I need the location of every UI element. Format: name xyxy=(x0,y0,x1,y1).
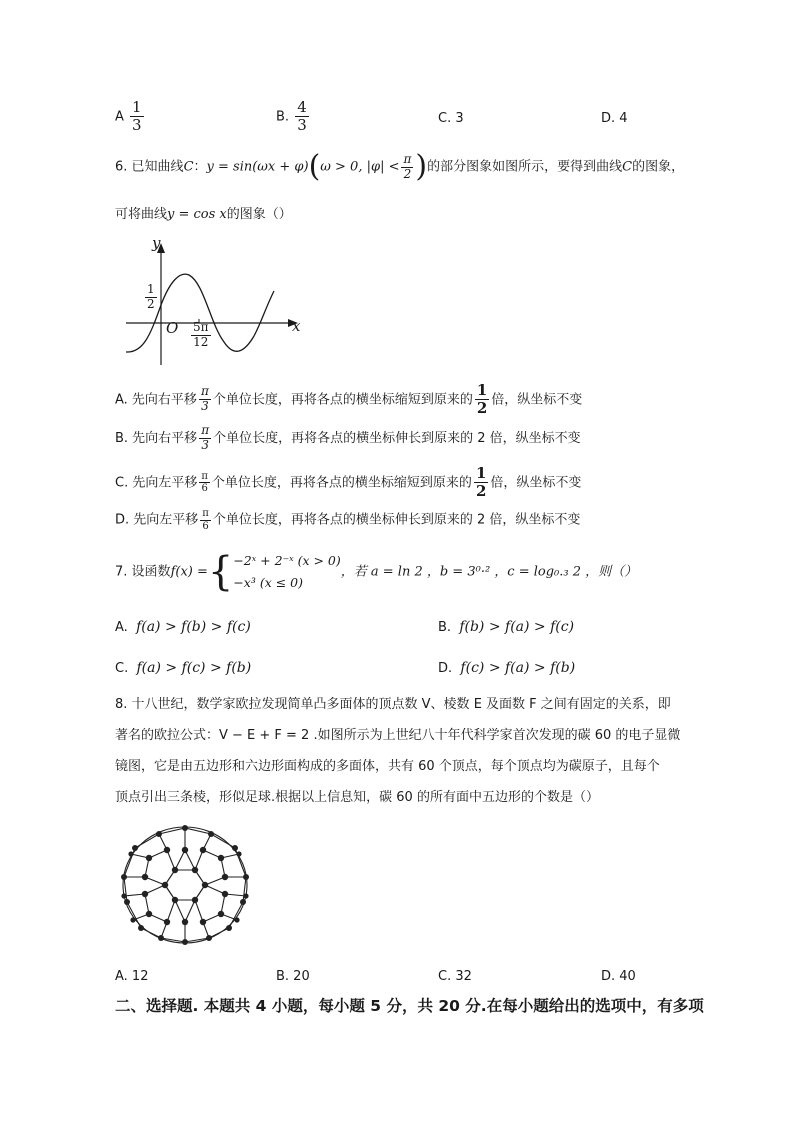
section-2-heading: 二、选择题. 本题共 4 小题，每小题 5 分，共 20 分.在每小题给出的选项中，有多项 xyxy=(115,997,704,1015)
q7-stem: 7. 设函数f(x) ={ −2ˣ + 2⁻ˣ (x > 0) −x³ (x ≤ 0) ，若 a = ln 2 ，b = 3⁰·² ，c = log₀.₃ 2 ，则（） xyxy=(115,549,638,595)
atom xyxy=(192,897,198,903)
graph-x-tick-label: $\frac{5\pi}{12}$ xyxy=(193,320,209,349)
atom xyxy=(164,919,170,925)
q6-stem-line2: 可将曲线y = cos x的图象（） xyxy=(115,207,292,222)
q8-stem-line4: 顶点引出三条棱，形似足球.根据以上信息知，碳 60 的所有面中五边形的个数是（） xyxy=(115,790,599,805)
q7-option-d: D. f(c) > f(a) > f(b) xyxy=(438,660,576,676)
q5-option-d: D. 4 xyxy=(601,111,628,126)
atom xyxy=(132,845,138,851)
atom xyxy=(130,917,135,922)
central-hexagon xyxy=(165,870,205,900)
atom xyxy=(121,874,127,880)
atom xyxy=(218,911,224,917)
atom xyxy=(121,893,126,898)
atom xyxy=(162,882,168,888)
atom xyxy=(243,874,249,880)
atom xyxy=(206,935,212,941)
atom xyxy=(182,825,188,831)
atom xyxy=(234,917,239,922)
q5-option-a: A $\frac{1}{3}$ xyxy=(115,98,142,135)
q8-option-c: C. 32 xyxy=(438,969,472,984)
q5-option-c: C. 3 xyxy=(438,111,464,126)
q6-option-d: D. 先向左平移 $\frac{\pi}{6}$ 个单位长度，再将各点的横坐标伸长到原来的 2 倍，纵坐标不变 xyxy=(115,508,581,532)
atom xyxy=(156,831,162,837)
q5-option-b: B. $\frac{4}{3}$ xyxy=(276,98,307,135)
atom xyxy=(182,939,188,945)
atom xyxy=(222,874,228,880)
atom xyxy=(240,899,246,905)
atom xyxy=(200,919,206,925)
atom xyxy=(222,891,228,897)
q8-stem-line1: 8. 十八世纪，数学家欧拉发现简单凸多面体的顶点数 V、棱数 E 及面数 F 之间有固定的关系，即 xyxy=(115,697,671,712)
graph-origin-label: O xyxy=(166,319,179,337)
atom xyxy=(138,925,144,931)
q7-option-c: C. f(a) > f(c) > f(b) xyxy=(115,660,252,676)
q7-option-b: B. f(b) > f(a) > f(c) xyxy=(438,619,575,635)
q8-stem-line2: 著名的欧拉公式：V − E + F = 2 .如图所示为上世纪八十年代科学家首次发现的碳 60 的电子显微 xyxy=(115,728,681,743)
atom xyxy=(200,847,206,853)
graph-y-label: y xyxy=(152,234,161,252)
atom xyxy=(146,911,152,917)
atom xyxy=(158,935,164,941)
atom xyxy=(182,919,188,925)
atom xyxy=(182,847,188,853)
atom xyxy=(142,891,148,897)
atom xyxy=(164,847,170,853)
lower-face xyxy=(175,900,195,922)
atom xyxy=(243,893,248,898)
atom xyxy=(146,855,152,861)
atom xyxy=(202,882,208,888)
atom xyxy=(172,867,178,873)
atom xyxy=(128,851,133,856)
q6-stem-line1: 6. 已知曲线C：y = sin(ωx + φ)(ω > 0, |φ| < $\frac{\pi}{2}$ )的部分图象如图所示，要得到曲线C的图象， xyxy=(115,149,685,184)
atom xyxy=(218,855,224,861)
q6-option-b: B. 先向右平移 $\frac{\pi}{3}$ 个单位长度，再将各点的横坐标伸长到原来的 2 倍，纵坐标不变 xyxy=(115,423,581,452)
q6-option-a: A. 先向右平移 $\frac{\pi}{3}$ 个单位长度，再将各点的横坐标缩短到原来的 $\frac{1}{2}$ 倍，纵坐标不变 xyxy=(115,381,583,418)
atom xyxy=(142,874,148,880)
q8-stem-line3: 镜图，它是由五边形和六边形面构成的多面体，共有 60 个顶点，每个顶点均为碳原子，且每个 xyxy=(115,759,660,774)
atom xyxy=(172,897,178,903)
atom xyxy=(192,867,198,873)
atom xyxy=(208,831,214,837)
atom xyxy=(236,851,241,856)
graph-x-label: x xyxy=(292,317,301,335)
q7-option-a: A. f(a) > f(b) > f(c) xyxy=(115,619,251,635)
c60-fullerene-figure xyxy=(115,822,255,948)
atom xyxy=(226,925,232,931)
graph-y-tick-label: $\frac{1}{2}$ xyxy=(147,282,155,311)
q8-option-d: D. 40 xyxy=(601,969,636,984)
atom xyxy=(124,899,130,905)
q6-option-c: C. 先向左平移 $\frac{\pi}{6}$ 个单位长度，再将各点的横坐标缩短到原来的 $\frac{1}{2}$ 倍，纵坐标不变 xyxy=(115,464,582,501)
q8-option-a: A. 12 xyxy=(115,969,149,984)
atom xyxy=(232,845,238,851)
q8-option-b: B. 20 xyxy=(276,969,310,984)
